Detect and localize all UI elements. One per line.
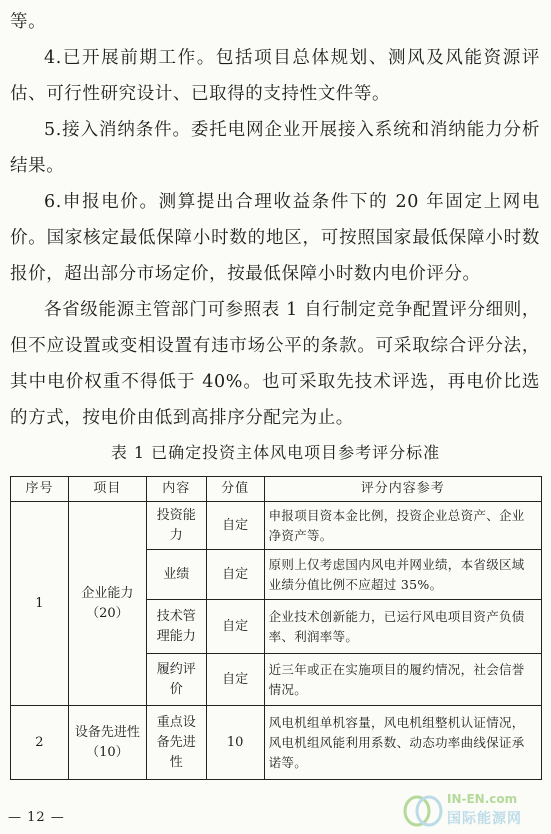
paragraph-item-4: 4.已开展前期工作。包括项目总体规划、测风及风能资源评估、可行性研究设计、已取得的支持性文件等。 [10, 48, 540, 104]
cell-ref: 原则上仅考虑国内风电并网业绩，本省级区域业绩分值比例不应超过 35%。 [264, 550, 541, 600]
cell-ref: 风电机组单机容量，风电机组整机认证情况，风电机组风能利用系数、动态功率曲线保证承诺等。 [264, 706, 541, 780]
cell-ref: 企业技术创新能力，已运行风电项目资产负债率、利润率等。 [264, 600, 541, 654]
paragraph-item-5: 5.接入消纳条件。委托电网企业开展接入系统和消纳能力分析结果。 [10, 120, 540, 176]
header-item: 项目 [68, 477, 146, 502]
cell-item: 设备先进性（10） [68, 706, 146, 780]
cell-content: 技术管理能力 [146, 600, 206, 654]
cell-score: 自定 [206, 550, 264, 600]
cell-content: 履约评价 [146, 654, 206, 706]
cell-item: 企业能力（20） [68, 502, 146, 706]
cell-ref: 申报项目资本金比例，投资企业总资产、企业净资产等。 [264, 502, 541, 550]
in-en-logo-icon [403, 794, 443, 832]
table-title: 表 1 已确定投资主体风电项目参考评分标准 [110, 443, 441, 462]
cell-score: 自定 [206, 654, 264, 706]
cell-content: 业绩 [146, 550, 206, 600]
header-no: 序号 [11, 477, 69, 502]
watermark [395, 792, 545, 830]
table-row [11, 706, 542, 780]
cell-score: 自定 [206, 502, 264, 550]
table-row [11, 502, 542, 550]
paragraph-continuation: 等。 [10, 12, 47, 32]
cell-score: 10 [206, 706, 264, 780]
header-score: 分值 [206, 477, 264, 502]
cell-content: 重点设备先进性 [146, 706, 206, 780]
cell-content: 投资能力 [146, 502, 206, 550]
header-content: 内容 [146, 477, 206, 502]
scoring-table [10, 476, 542, 780]
cell-ref: 近三年或正在实施项目的履约情况，社会信誉情况。 [264, 654, 541, 706]
watermark-cn: 国际能源网 [447, 811, 522, 827]
header-ref: 评分内容参考 [264, 477, 541, 502]
paragraph-scoring-rules: 各省级能源主管部门可参照表 1 自行制定竞争配置评分细则，但不应设置或变相设置有违市场公平的条款。可采取综合评分法，其中电价权重不得低于 40%。也可采取先技术评选，再电价比选的方式，按电价由低到高排序分配完为止。 [10, 300, 540, 428]
cell-no: 1 [11, 502, 69, 706]
cell-score: 自定 [206, 600, 264, 654]
paragraph-item-6: 6.申报电价。测算提出合理收益条件下的 20 年固定上网电价。国家核定最低保障小时数的地区，可按照国家最低保障小时数报价，超出部分市场定价，按最低保障小时数内电价评分。 [10, 192, 540, 284]
cell-no: 2 [11, 706, 69, 780]
watermark-en: IN-EN.com [447, 792, 518, 806]
table-header-row [11, 477, 542, 502]
page-number: — 12 — [8, 810, 65, 825]
